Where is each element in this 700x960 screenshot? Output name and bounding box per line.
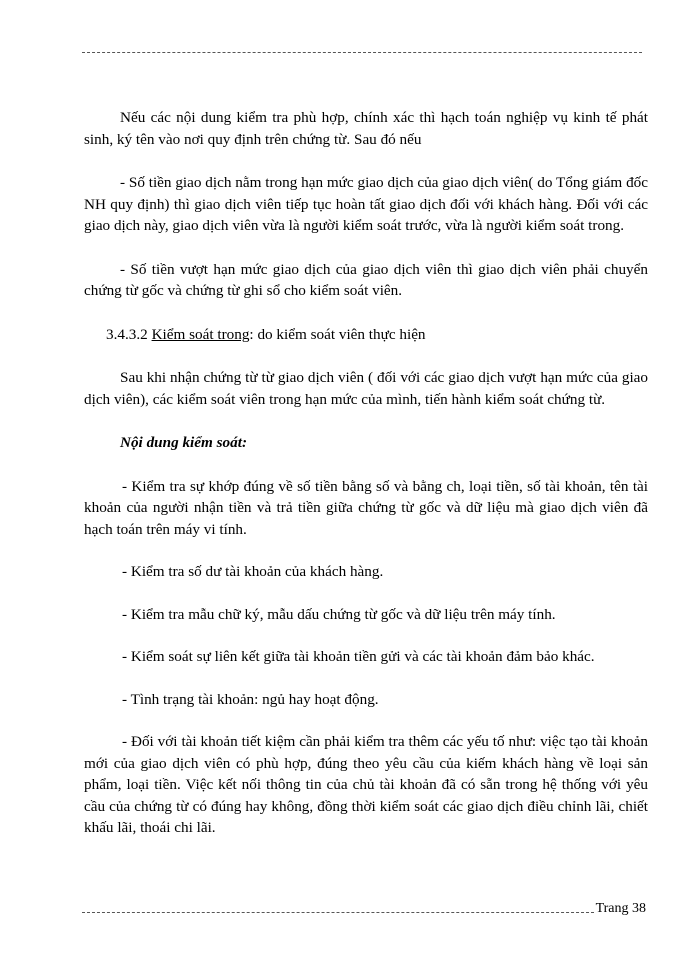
section-title-rest: : do kiểm soát viên thực hiện	[249, 325, 426, 343]
page-footer	[82, 898, 646, 920]
footer-dashed-rule	[82, 912, 594, 913]
paragraph-2: - Số tiền giao dịch nằm trong hạn mức giao dịch của giao dịch viên( do Tổng giám đốc NH quy định) thì giao dịch viên tiếp tục hoàn tất giao dịch đối với khách hàng. Đối với các giao dịch này, giao dịch viên vừa là người kiểm soát trước, vừa là người kiểm soát trong.	[84, 174, 648, 234]
bullet-item: - Kiểm tra mẫu chữ ký, mẫu dấu chứng từ gốc và dữ liệu trên máy tính.	[122, 605, 556, 623]
page-body	[84, 107, 648, 860]
subheading: Nội dung kiểm soát:	[120, 434, 247, 451]
paragraph-4: Sau khi nhận chứng từ từ giao dịch viên ( đối với các giao dịch vượt hạn mức của giao dịch viên), các kiểm soát viên trong hạn mức của mình, tiến hành kiểm soát chứng từ.	[84, 369, 648, 408]
bullet-item: - Tình trạng tài khoản: ngủ hay hoạt động.	[122, 690, 379, 708]
paragraph-3: - Số tiền vượt hạn mức giao dịch của giao dịch viên thì giao dịch viên phải chuyển chứng từ gốc và chứng từ ghi sổ cho kiểm soát viên.	[84, 260, 648, 299]
header-dashed-rule	[82, 52, 642, 53]
paragraph-1: Nếu các nội dung kiểm tra phù hợp, chính xác thì hạch toán nghiệp vụ kinh tế phát sinh, ký tên vào nơi quy định trên chứng từ. Sau đó nếu	[84, 109, 648, 148]
bullet-item: - Kiểm tra số dư tài khoản của khách hàng.	[122, 563, 384, 580]
bullet-item: - Kiểm soát sự liên kết giữa tài khoản tiền gửi và các tài khoản đảm bảo khác.	[122, 648, 595, 665]
bullet-item: - Đối với tài khoản tiết kiệm cần phải kiểm tra thêm các yếu tố như: việc tạo tài khoản mới của giao dịch viên có phù hợp, đúng theo yêu cầu của kiếm khách hàng về loại sản phẩm, loại tiền. Việc kết nối thông tin của chủ tài khoản đã có sẵn trong hệ thống với yêu cầu của chứng từ có đúng hay không, đồng thời kiểm soát các giao dịch điều chỉnh lãi, chiết khấu lãi, thoái chi lãi.	[84, 733, 648, 836]
page-number: Trang 38	[595, 901, 646, 916]
section-heading	[84, 324, 648, 346]
section-title: Kiểm soát trong	[151, 325, 250, 343]
section-number: 3.4.3.2	[106, 325, 148, 343]
bullet-item: - Kiểm tra sự khớp đúng về số tiền bằng số và bằng ch, loại tiền, số tài khoản, tên tài khoản của người nhận tiền và trả tiền giữa chứng từ gốc và dữ liệu mà giao dịch viên đã hạch toán trên máy vi tính.	[84, 477, 648, 538]
